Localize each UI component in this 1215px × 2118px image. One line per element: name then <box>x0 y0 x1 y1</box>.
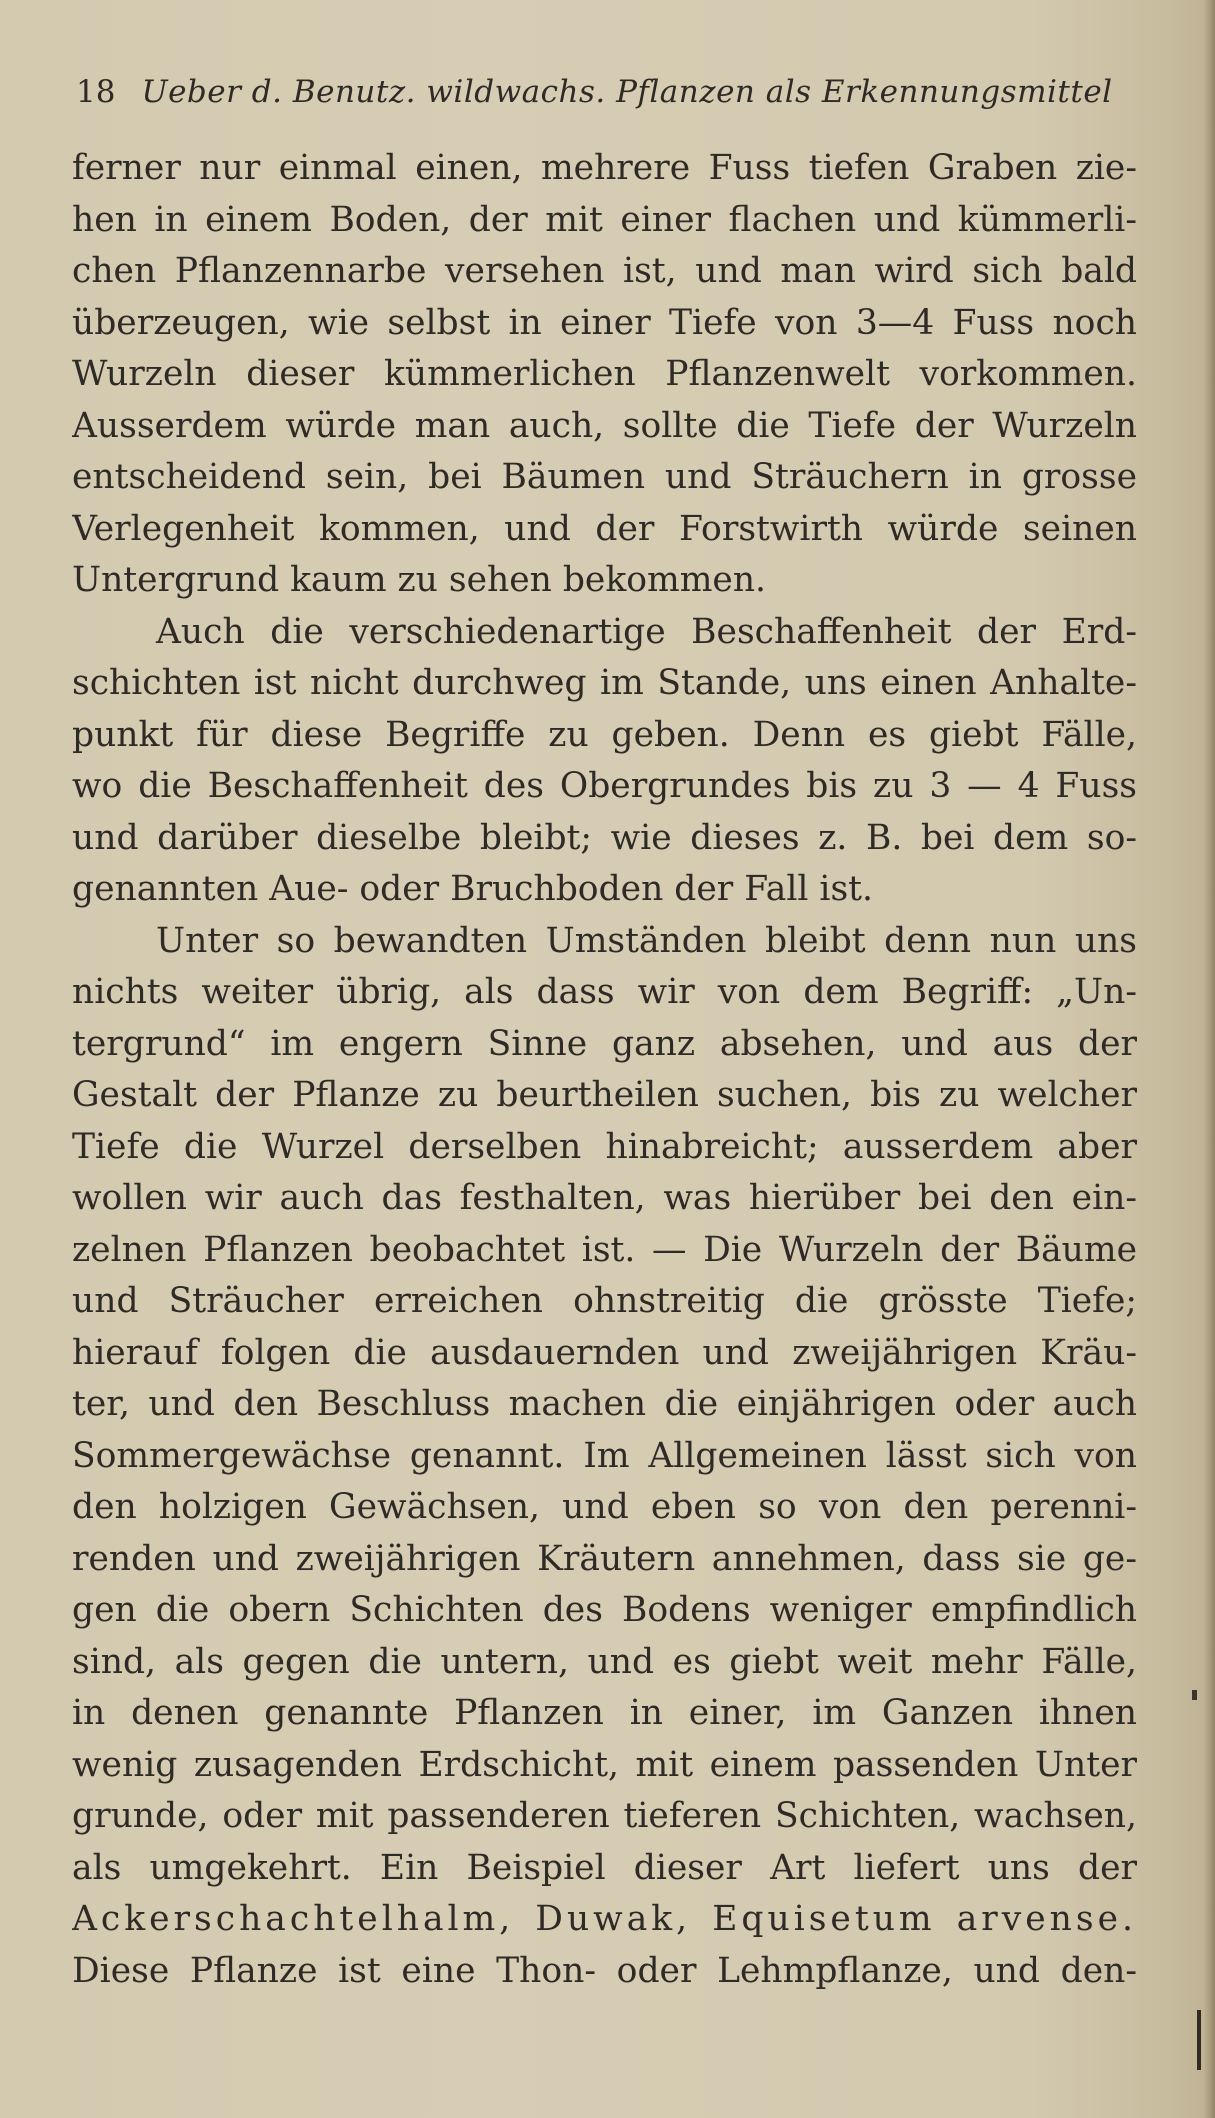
text-line: Tiefe die Wurzel derselben hinabreicht; ausserdem aber <box>72 1126 1137 1167</box>
running-title: Ueber d. Benutz. wildwachs. Pflanzen als Erkennungsmittel <box>141 74 1113 110</box>
text-line: überzeugen, wie selbst in einer Tiefe von 3—4 Fuss noch <box>72 302 1137 343</box>
margin-mark <box>1192 1690 1197 1700</box>
text-line: nichts weiter übrig, als dass wir von dem Begriff: „Un- <box>72 972 1137 1012</box>
text-line: renden und zweijährigen Kräutern annehmen, dass sie ge- <box>72 1538 1137 1579</box>
text-line: grunde, oder mit passenderen tieferen Schichten, wachsen, <box>72 1796 1137 1836</box>
text-line: Gestalt der Pflanze zu beurtheilen suchen, bis zu welcher <box>72 1075 1137 1115</box>
text-line: entscheidend sein, bei Bäumen und Sträuchern in grosse <box>72 457 1137 497</box>
text-line: Verlegenheit kommen, und der Forstwirth würde seinen <box>72 508 1137 549</box>
text-line: zelnen Pflanzen beobachtet ist. — Die Wurzeln der Bäume <box>72 1229 1137 1270</box>
text-line: Untergrund kaum zu sehen bekommen. <box>72 560 767 600</box>
text-line: und darüber dieselbe bleibt; wie dieses z. B. bei dem so- <box>72 817 1137 858</box>
text-line: Wurzeln dieser kümmerlichen Pflanzenwelt vorkommen. <box>72 354 1137 394</box>
text-line: Ackerschachtelhalm, Duwak, Equisetum arvense. <box>72 1899 1137 1939</box>
text-line: Diese Pflanze ist eine Thon- oder Lehmpflanze, und den- <box>72 1950 1137 1991</box>
paragraph-start-line: Auch die verschiedenartige Beschaffenheit der Erd- <box>156 611 1137 652</box>
text-line: punkt für diese Begriffe zu geben. Denn es giebt Fälle, <box>72 714 1137 755</box>
text-line: Ausserdem würde man auch, sollte die Tiefe der Wurzeln <box>72 405 1137 446</box>
page-number: 18 <box>76 74 116 110</box>
text-line: tergrund“ im engern Sinne ganz absehen, und aus der <box>72 1023 1137 1064</box>
margin-mark <box>1197 2010 1201 2070</box>
text-line: wo die Beschaffenheit des Obergrundes bis zu 3 — 4 Fuss <box>72 766 1137 806</box>
running-header <box>76 70 1136 114</box>
text-line: ter, und den Beschluss machen die einjährigen oder auch <box>72 1384 1137 1424</box>
body-text <box>72 143 1137 1997</box>
text-line: chen Pflanzennarbe versehen ist, und man wird sich bald <box>72 251 1137 291</box>
text-line: gen die obern Schichten des Bodens weniger empfindlich <box>72 1590 1137 1630</box>
text-line: genannten Aue- oder Bruchboden der Fall ist. <box>72 869 873 909</box>
paragraph-start-line: Unter so bewandten Umständen bleibt denn nun uns <box>156 920 1137 961</box>
page-edge <box>1203 0 1215 2118</box>
text-line: wenig zusagenden Erdschicht, mit einem passenden Unter <box>72 1744 1137 1785</box>
text-line: hen in einem Boden, der mit einer flachen und kümmerli- <box>72 199 1137 240</box>
text-line: in denen genannte Pflanzen in einer, im Ganzen ihnen <box>72 1693 1137 1733</box>
text-line: den holzigen Gewächsen, und eben so von den perenni- <box>72 1487 1137 1527</box>
text-line: und Sträucher erreichen ohnstreitig die grösste Tiefe; <box>72 1281 1137 1321</box>
text-line: wollen wir auch das festhalten, was hierüber bei den ein- <box>72 1178 1137 1218</box>
text-line: schichten ist nicht durchweg im Stande, uns einen Anhalte- <box>72 663 1137 703</box>
text-line: ferner nur einmal einen, mehrere Fuss tiefen Graben zie- <box>72 148 1137 188</box>
text-line: hierauf folgen die ausdauernden und zweijährigen Kräu- <box>72 1332 1137 1373</box>
text-line: Sommergewächse genannt. Im Allgemeinen lässt sich von <box>72 1435 1137 1476</box>
text-line: als umgekehrt. Ein Beispiel dieser Art liefert uns der <box>72 1847 1137 1888</box>
text-line: sind, als gegen die untern, und es giebt weit mehr Fälle, <box>72 1641 1137 1682</box>
